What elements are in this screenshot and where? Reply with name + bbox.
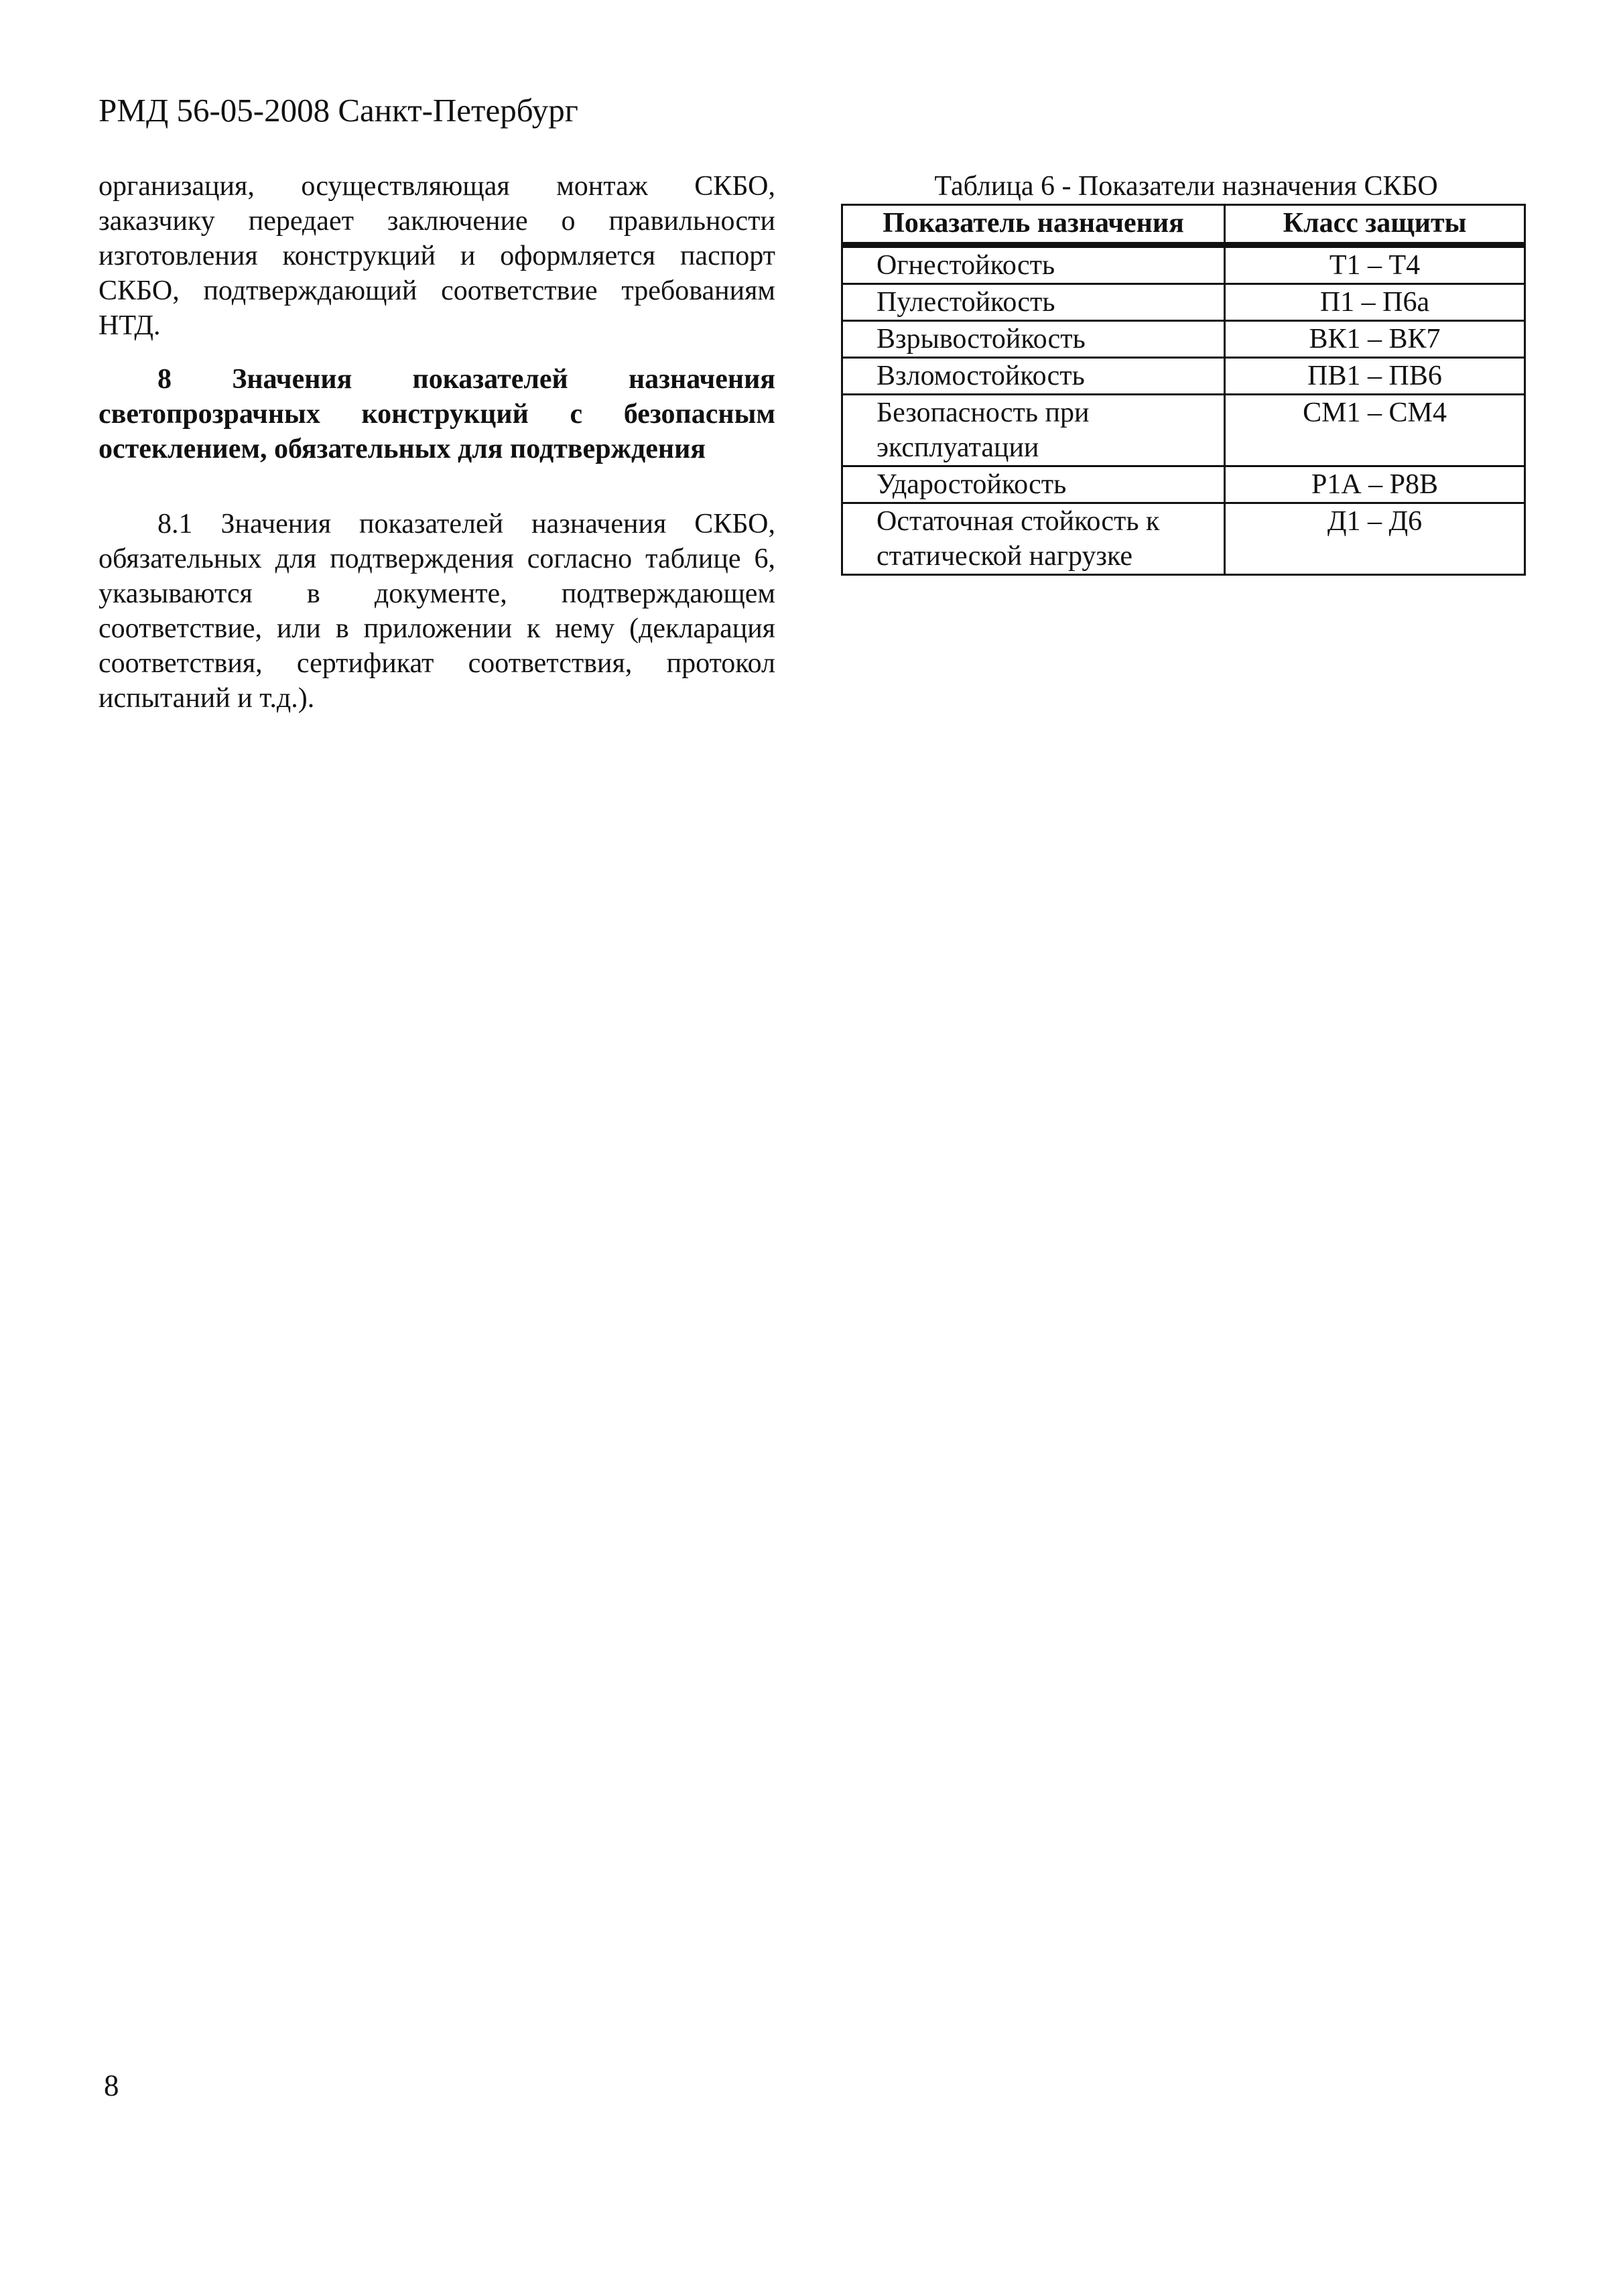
page-number: 8 xyxy=(104,2069,119,2102)
header-protection-class: Класс защиты xyxy=(1225,205,1525,245)
table-row xyxy=(842,284,1525,321)
table-caption: Таблица 6 - Показатели назначения СКБО xyxy=(934,171,1438,202)
class-cell: ПВ1 – ПВ6 xyxy=(1225,358,1525,395)
left-column xyxy=(99,169,775,716)
class-cell: ВК1 – ВК7 xyxy=(1225,321,1525,358)
indicator-cell: Безопасность при эксплуатации xyxy=(842,395,1225,466)
table-row xyxy=(842,466,1525,503)
class-cell: Т1 – Т4 xyxy=(1225,245,1525,284)
table-row xyxy=(842,503,1525,575)
header-indicator: Показатель назначения xyxy=(842,205,1225,245)
class-cell: Р1А – Р8В xyxy=(1225,466,1525,503)
indicator-cell: Ударостойкость xyxy=(842,466,1225,503)
table-row xyxy=(842,321,1525,358)
indicator-cell: Остаточная стойкость к статической нагрузке xyxy=(842,503,1225,575)
class-cell: П1 – П6а xyxy=(1225,284,1525,321)
indicators-table xyxy=(841,204,1526,576)
page-header: РМД 56-05-2008 Санкт-Петербург xyxy=(99,92,578,129)
table-row xyxy=(842,358,1525,395)
indicator-cell: Взрывостойкость xyxy=(842,321,1225,358)
section-8-heading: 8 Значения показателей назначения светопрозрачных конструкций с безопасным остеклением, обязательных для подтверждения xyxy=(99,364,775,464)
paragraph-8-1: 8.1 Значения показателей назначения СКБО, обязательных для подтверждения согласно таблице 6, указываются в документе, подтверждающем соответствие, или в приложении к нему (декларация соответствия, сертификат соответствия, протокол испытаний и т.д.). xyxy=(99,509,775,714)
class-cell: СМ1 – СМ4 xyxy=(1225,395,1525,466)
indicator-cell: Пулестойкость xyxy=(842,284,1225,321)
table-row xyxy=(842,395,1525,466)
indicator-cell: Огнестойкость xyxy=(842,245,1225,284)
right-column xyxy=(841,169,1531,576)
indicator-cell: Взломостойкость xyxy=(842,358,1225,395)
class-cell: Д1 – Д6 xyxy=(1225,503,1525,575)
table-header-row xyxy=(842,205,1525,245)
table-row xyxy=(842,245,1525,284)
paragraph-passport: организация, осуществляющая монтаж СКБО, заказчику передает заключение о правильности изготовления конструкций и оформляется паспорт СКБО, подтверждающий соответствие требованиям НТД. xyxy=(99,171,775,341)
